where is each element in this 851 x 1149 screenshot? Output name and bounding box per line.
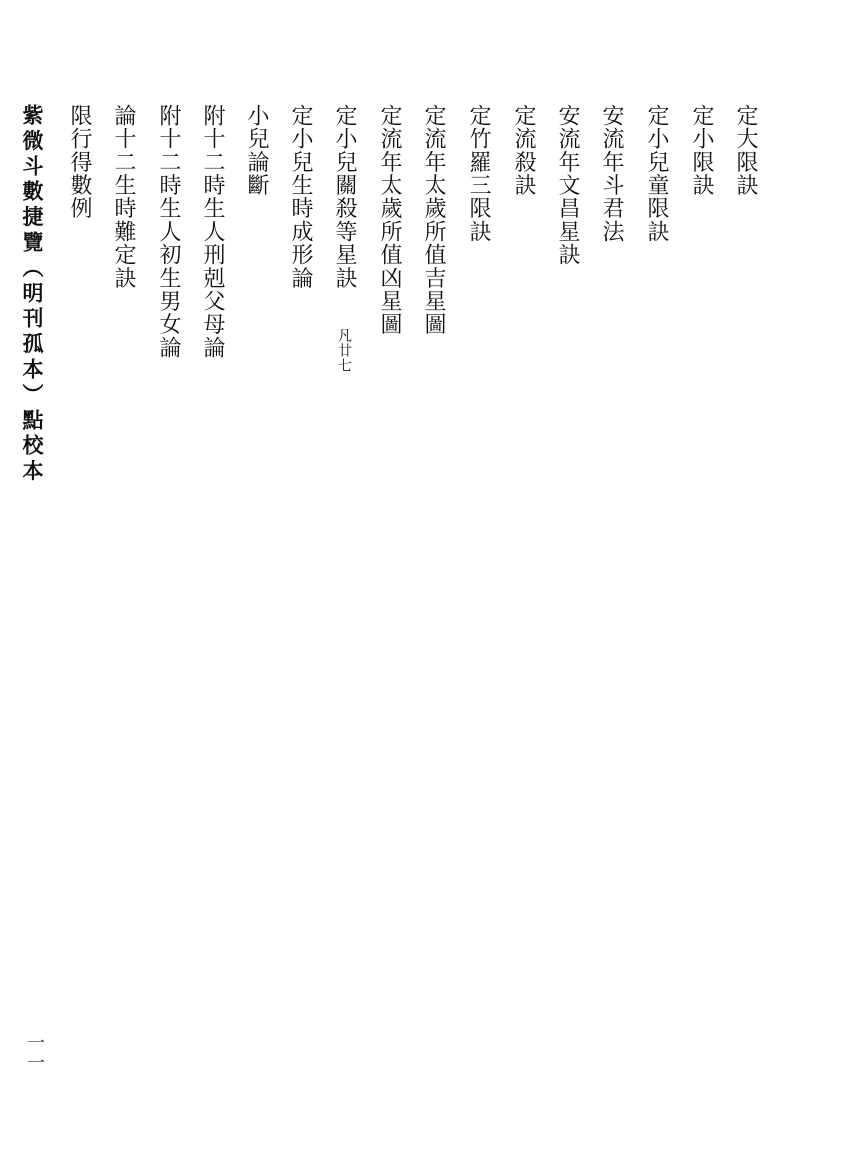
- entry-title: 定大限訣: [733, 104, 758, 197]
- entry-title: 附十二時生人初生男女論: [156, 104, 181, 360]
- entry-title: 小兒論斷: [244, 104, 269, 197]
- toc-entry: [645, 104, 667, 243]
- toc-entry: [245, 104, 267, 197]
- toc-entry: [157, 104, 179, 359]
- toc-entry: [378, 104, 400, 336]
- toc-entry: [556, 104, 578, 266]
- entry-title: 限行得數例: [67, 104, 92, 220]
- entry-title: 定流年太歲所值吉星圖: [421, 104, 446, 336]
- entry-title: 安流年文昌星訣: [555, 104, 580, 267]
- entry-title: 定流殺訣: [511, 104, 536, 197]
- toc-entry: [467, 104, 489, 243]
- page-number: 一一: [24, 1033, 45, 1073]
- toc-entry: [201, 104, 223, 359]
- book-title-running-head: 紫微斗數捷覽（明刊孤本）點校本: [20, 104, 45, 485]
- toc-entry: [600, 104, 622, 243]
- entry-title: 定小兒關殺等星訣: [332, 104, 357, 290]
- toc-entry: [734, 104, 756, 197]
- toc-entry: [333, 104, 355, 373]
- entry-title: 定小限訣: [689, 104, 714, 197]
- toc-entry: [68, 104, 90, 220]
- entry-title: 安流年斗君法: [599, 104, 624, 244]
- entry-title: 定流年太歲所值凶星圖: [377, 104, 402, 336]
- entry-title: 定小兒生時成形論: [288, 104, 313, 290]
- entry-title: 附十二時生人刑剋父母論: [200, 104, 225, 360]
- entry-title: 定小兒童限訣: [644, 104, 669, 244]
- toc-entry: [422, 104, 444, 336]
- toc-entry: [112, 104, 134, 290]
- entry-title: 定竹羅三限訣: [466, 104, 491, 244]
- toc-entry: [690, 104, 712, 197]
- entry-title: 論十二生時難定訣: [111, 104, 136, 290]
- toc-entry: [512, 104, 534, 197]
- entry-note: 凡廿七: [336, 327, 352, 373]
- toc-entry: [289, 104, 311, 290]
